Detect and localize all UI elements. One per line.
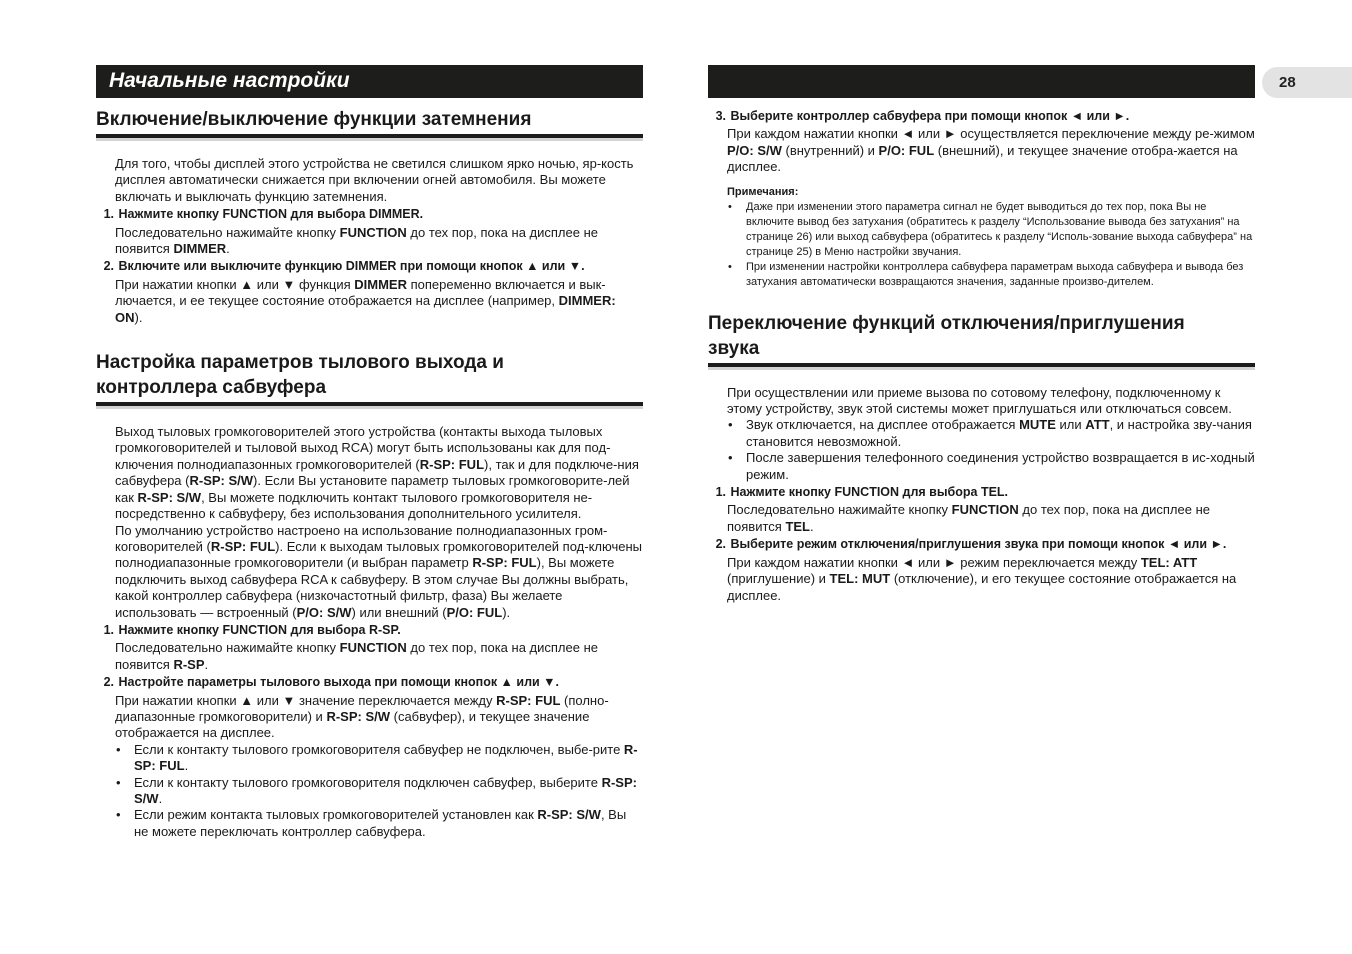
right-column — [708, 65, 1255, 604]
rear-heading-line-2: контроллера сабвуфера — [96, 377, 327, 399]
sub-step-3: 3. Выберите контроллер сабвуфера при помощи кнопок ◄ или ►. — [715, 109, 1130, 123]
list-item: • Если режим контакта тыловых громкоговорителей установлен как R-SP: S/W, Вы не можете переключать контроллер сабвуфера. — [116, 807, 627, 839]
list-item: • Звук отключается, на дисплее отображается MUTE или ATT, и настройка зву-чания становится невозможной. — [728, 417, 1252, 449]
sub-step-3-text: При каждом нажатии кнопки ◄ или ► осуществляется переключение между ре-жимом P/O: S/W (внутренний) и P/O: FUL (внешний), и текущее значение отобра-жается на дисплее. — [727, 126, 1255, 175]
heading-rule — [96, 402, 643, 409]
rear-paragraph-1: Выход тыловых громкоговорителей этого устройства (контакты выхода тыловых громкоговорителей и тыловой выход RCA) могут быть использованы как для под-ключения полнодиапазонных громкоговорителей (R-SP: FUL), так и для подключе-ния сабвуфера (R-SP: S/W). Если Вы установите параметр тыловых громкоговорите-лей как R-SP: S/W, Вы можете подключить контакт тылового громкоговорителя не-посредственно к сабвуферу, без использования дополнительного усилителя. — [115, 424, 639, 522]
chapter-title-bar — [96, 65, 643, 98]
heading-rule — [96, 134, 643, 141]
dimmer-step-1-text: Последовательно нажимайте кнопку FUNCTION до тех пор, пока на дисплее не появится DIMMER. — [115, 224, 598, 257]
rear-step-2: 2. Настройте параметры тылового выхода при помощи кнопок ▲ или ▼. — [103, 675, 560, 690]
rear-output-section — [96, 350, 643, 840]
left-column — [96, 65, 643, 840]
list-item: • Если к контакту тылового громкоговорителя подключен сабвуфер, выберите R-SP: S/W. — [116, 774, 637, 806]
mute-step-1: 1. Нажмите кнопку FUNCTION для выбора TEL. — [715, 485, 1009, 500]
mute-section — [708, 311, 1255, 604]
rear-step-1-text: Последовательно нажимайте кнопку FUNCTION до тех пор, пока на дисплее не появится R-SP. — [115, 640, 598, 672]
notes-title: Примечания: — [727, 185, 799, 198]
subwoofer-controller-section — [708, 108, 1255, 290]
dimmer-intro: Для того, чтобы дисплей этого устройства не светился слишком ярко ночью, яр-кость дисплея автоматически снижается при включении огней автомобиля. Вы можете включать и выключать функцию затемнения. — [115, 156, 634, 204]
chapter-title: Начальные настройки — [109, 69, 350, 92]
dimmer-step-2: 2. Включите или выключите функцию DIMMER при помощи кнопок ▲ или ▼. — [103, 259, 585, 274]
mute-intro: При осуществлении или приеме вызова по сотовому телефону, подключенному к этому устройству, звук этой системы может приглушаться или отключаться совсем. — [727, 384, 1232, 417]
rear-step-2-text: При нажатии кнопки ▲ или ▼ значение переключается между R-SP: FUL (полно-диапазонные громкоговорители) и R-SP: S/W (сабвуфер), и текущее значение отображается на дисплее. — [115, 692, 609, 741]
dimmer-heading: Включение/выключение функции затемнения — [96, 109, 532, 130]
mute-heading-line-2: звука — [708, 337, 760, 359]
mute-heading-line-1: Переключение функций отключения/приглушения — [708, 312, 1185, 334]
rear-heading-line-1: Настройка параметров тылового выхода и — [96, 352, 504, 374]
dimmer-section — [96, 107, 643, 326]
dimmer-step-1: 1. Нажмите кнопку FUNCTION для выбора DIMMER. — [103, 207, 424, 222]
header-bar — [708, 65, 1255, 98]
page-number-tab — [1262, 67, 1352, 98]
note-item: • Даже при изменении этого параметра сигнал не будет выводиться до тех пор, пока Вы не включите вывод без затухания (обратитесь к разделу “Использование вывода без затухания” на странице 26) или выход сабвуфера (обратитесь к разделу “Исполь-зование выхода сабвуфера” на странице 25) в Меню настройки звучания. — [728, 200, 1253, 258]
note-item: • При изменении настройки контроллера сабвуфера параметрам выхода сабвуфера и вывода без затухания автоматически возвращаются значения, заданные произво-дителем. — [728, 260, 1244, 288]
dimmer-step-2-text: При нажатии кнопки ▲ или ▼ функция DIMMER попеременно включается и вык-лючается, и ее текущее состояние отображается на дисплее (например, DIMMER: ON). — [115, 276, 616, 325]
list-item: • После завершения телефонного соединения устройство возвращается в ис-ходный режим. — [728, 450, 1255, 482]
rear-step-1: 1. Нажмите кнопку FUNCTION для выбора R-SP. — [103, 622, 401, 637]
mute-step-2-text: При каждом нажатии кнопки ◄ или ► режим переключается между TEL: ATT (приглушение) и TEL: MUT (отключение), и его текущее состояние отображается на дисплее. — [727, 554, 1237, 603]
page-number: 28 — [1279, 74, 1296, 91]
heading-rule — [708, 363, 1255, 370]
rear-paragraph-2: По умолчанию устройство настроено на использование полнодиапазонных гром-коговорителей (R-SP: FUL). Если к выходам тыловых громкоговорителей под-ключены полнодиапазонные громкоговорители (и выбран параметр R-SP: FUL), Вы можете подключить выход сабвуфера RCA к сабвуферу. В этом случае Вы должны выбрать, какой контроллер сабвуфера (низкочастотный фильтр, фаза) Вы желаете использовать — встроенный (P/O: S/W) или внешний (P/O: FUL). — [115, 522, 642, 620]
mute-step-2: 2. Выберите режим отключения/приглушения звука при помощи кнопок ◄ или ►. — [715, 537, 1227, 552]
mute-step-1-text: Последовательно нажимайте кнопку FUNCTION до тех пор, пока на дисплее не появится TEL. — [727, 502, 1210, 534]
list-item: • Если к контакту тылового громкоговорителя сабвуфер не подключен, выбе-рите R-SP: FUL. — [116, 741, 638, 774]
